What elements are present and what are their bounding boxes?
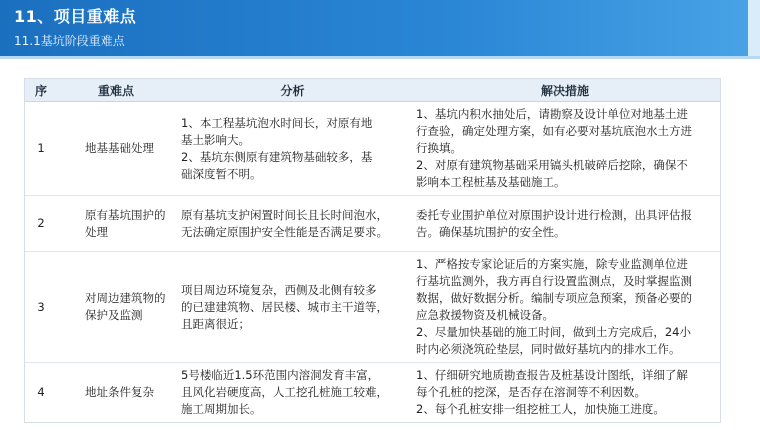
cell-solution-line: 时内必须浇筑砼垫层，同时做好基坑内的排水工作。 — [416, 342, 681, 356]
cell-analysis-line: 础深度暂不明。 — [181, 166, 262, 181]
cell-difficulty — [57, 252, 175, 363]
cell-analysis — [175, 196, 410, 252]
cell-seq: 4 — [37, 385, 45, 399]
table-row — [25, 102, 720, 196]
cell-analysis-line: 基土影响大。 — [181, 132, 250, 147]
cell-solution-line: 行基坑监测外，我方再自行设置监测点，及时掌握监测 — [416, 274, 692, 288]
cell-analysis-line: 原有基坑支护闲置时间长且长时间泡水， — [181, 207, 388, 222]
cell-solution-line: 1、仔细研究地质勘查报告及桩基设计图纸，详细了解 — [416, 368, 688, 382]
cell-solution-line: 告。确保基坑围护的安全性。 — [416, 224, 566, 239]
cell-analysis-line: 且距离很近； — [181, 316, 250, 331]
cell-difficulty — [57, 102, 175, 196]
cell-solution-line: 行换填。 — [416, 141, 462, 155]
cell-seq: 1 — [25, 102, 57, 196]
cell-analysis-line: 1、本工程基坑泡水时间长，对原有地 — [181, 115, 373, 130]
cell-seq: 3 — [25, 252, 57, 363]
cell-analysis — [175, 252, 410, 363]
cell-solution — [410, 252, 720, 363]
cell-solution-line: 数据，做好数据分析。编制专项应急预案，预备必要的 — [416, 291, 692, 305]
cell-solution — [410, 363, 720, 423]
cell-difficulty-line: 地址条件复杂 — [85, 385, 154, 399]
header-divider — [0, 56, 760, 59]
cell-difficulty-line: 对周边建筑物的 — [85, 291, 166, 305]
table-header-row — [25, 79, 720, 102]
cell-seq: 2 — [25, 196, 57, 252]
table-row — [25, 196, 720, 252]
cell-solution-line: 2、尽量加快基础的施工时间，做到土方完成后，24小 — [416, 325, 691, 339]
cell-analysis-line: 施工周期加长。 — [181, 402, 262, 416]
cell-difficulty — [57, 196, 175, 252]
cell-solution-line: 委托专业围护单位对原围护设计进行检测，出具评估报 — [416, 207, 692, 222]
cell-analysis — [175, 363, 410, 423]
header-accent — [748, 0, 760, 56]
cell-difficulty-line: 保护及监测 — [85, 308, 143, 322]
cell-analysis-line: 项目周边环境复杂，西侧及北侧有较多 — [181, 282, 377, 297]
cell-solution-line: 每个孔桩的挖深，是否存在溶洞等不利因数。 — [416, 385, 646, 399]
cell-solution-line: 2、对原有建筑物基础采用镐头机破碎后挖除，确保不 — [416, 158, 688, 172]
cell-analysis-line: 2、基坑东侧原有建筑物基础较多，基 — [181, 149, 373, 164]
section-title: 11、项目重难点 — [14, 7, 137, 26]
table-row — [25, 252, 720, 363]
section-subtitle: 11.1基坑阶段重难点 — [14, 34, 125, 48]
difficulty-table — [24, 78, 721, 423]
cell-analysis-line: 5号楼临近1.5环范围内溶洞发育丰富， — [181, 368, 380, 382]
column-header-solution: 解决措施 — [410, 79, 720, 102]
column-header-analysis: 分析 — [175, 79, 410, 102]
cell-solution-line: 影响本工程桩基及基础施工。 — [416, 175, 566, 189]
column-header-difficulty: 重难点 — [57, 79, 175, 102]
cell-analysis-line: 且风化岩硬度高，人工挖孔桩施工较难， — [181, 385, 388, 399]
table-row — [25, 363, 720, 423]
cell-difficulty-line: 处理 — [85, 224, 108, 239]
cell-solution-line: 应急救援物资及机械设备。 — [416, 308, 554, 322]
cell-analysis-line: 的已建建筑物、居民楼、城市主干道等， — [181, 299, 388, 314]
cell-analysis — [175, 102, 410, 196]
cell-solution — [410, 102, 720, 196]
cell-solution-line: 1、基坑内积水抽处后，请勘察及设计单位对地基土进 — [416, 107, 688, 121]
cell-solution-line: 行查验，确定处理方案，如有必要对基坑底泡水土方进 — [416, 124, 692, 138]
cell-difficulty-line: 原有基坑围护的 — [85, 207, 166, 222]
cell-difficulty — [57, 363, 175, 423]
cell-solution-line: 1、严格按专家论证后的方案实施，除专业监测单位进 — [416, 257, 688, 271]
column-header-seq: 序 — [25, 79, 57, 102]
cell-analysis-line: 无法确定原围护安全性能是否满足要求。 — [181, 224, 388, 239]
section-header — [0, 0, 760, 56]
cell-solution — [410, 196, 720, 252]
cell-solution-line: 2、每个孔桩安排一组挖桩工人，加快施工进度。 — [416, 402, 665, 416]
cell-difficulty-line: 地基基础处理 — [85, 141, 154, 155]
